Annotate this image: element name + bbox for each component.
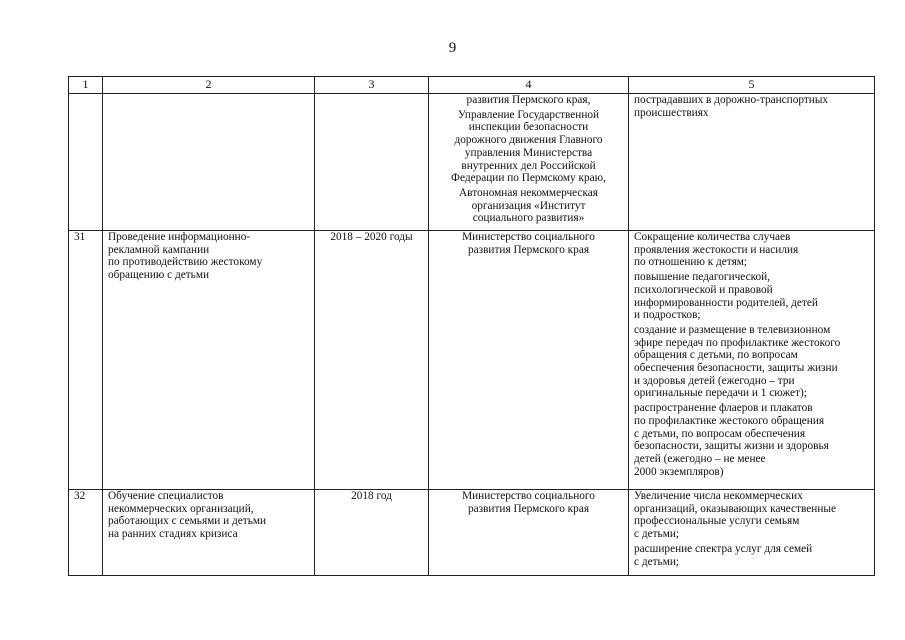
result-line: обеспечения безопасности, защиты жизни	[634, 362, 838, 375]
result-line: эфире передач по профилактике жестокого	[634, 336, 841, 349]
result-line: и здоровья детей (ежегодно – три	[634, 374, 795, 387]
result-line: обращения с детьми, по вопросам	[634, 349, 798, 362]
column-header-1: 1	[69, 77, 103, 94]
executor-line: социального развития»	[472, 212, 585, 225]
result-line: профессиональные услуги семьям	[634, 515, 800, 528]
measure-name-line: Проведение информационно-	[108, 231, 251, 243]
term	[315, 94, 429, 231]
expected-results	[629, 490, 875, 576]
result-line: организаций, оказывающих качественные	[634, 502, 836, 515]
executor-line: Федерации по Пермскому краю,	[451, 172, 606, 185]
measure-name-line: Обучение специалистов	[108, 490, 224, 502]
result-line: безопасности, защиты жизни и здоровья	[634, 440, 829, 453]
executor-line: Автономная некоммерческая	[459, 186, 598, 199]
result-line: 2000 экземпляров)	[634, 465, 724, 478]
column-header-4: 4	[429, 77, 629, 94]
executor-line: инспекции безопасности	[468, 121, 589, 134]
executors	[429, 490, 629, 576]
column-header-2: 2	[103, 77, 315, 94]
result-line: с детьми;	[634, 528, 680, 541]
column-header-3: 3	[315, 77, 429, 94]
result-line: расширение спектра услуг для семей	[634, 542, 813, 555]
result-line: повышение педагогической,	[634, 271, 771, 284]
result-line: распространение флаеров и плакатов	[634, 402, 813, 415]
result-item	[634, 402, 869, 478]
expected-results	[629, 94, 875, 231]
measure-name	[103, 231, 315, 490]
executor-line: внутренних дел Российской	[461, 159, 596, 172]
result-line: создание и размещение в телевизионном	[634, 323, 831, 336]
result-line: информированности родителей, детей	[634, 296, 818, 309]
measure-name	[103, 490, 315, 576]
result-item	[634, 271, 869, 322]
result-line: по профилактике жестокого обращения	[634, 414, 825, 427]
term: 2018 – 2020 годы	[315, 231, 429, 490]
executor-item	[434, 231, 623, 256]
result-line: и подростков;	[634, 309, 701, 322]
executor-line: развития Пермского края	[467, 243, 590, 256]
result-line: психологической и правовой	[634, 283, 773, 296]
result-line: по отношению к детям;	[634, 256, 748, 269]
executor-item	[434, 109, 623, 185]
result-line: происшествиях	[634, 106, 709, 119]
result-item	[634, 94, 869, 119]
executor-line: дорожного движения Главного	[454, 134, 603, 147]
measure-name-line: на ранних стадиях кризиса	[108, 528, 238, 541]
executor-line: Министерство социального	[462, 490, 595, 502]
table-row	[69, 231, 875, 490]
executor-line: организация «Институт	[471, 199, 586, 212]
result-item	[634, 543, 869, 568]
executors	[429, 231, 629, 490]
executor-line: Министерство социального	[462, 231, 595, 243]
term: 2018 год	[315, 490, 429, 576]
table-row	[69, 490, 875, 576]
result-line: детей (ежегодно – не менее	[634, 452, 766, 465]
measure-name-line: по противодействию жестокому	[108, 256, 263, 269]
table-body	[69, 94, 875, 576]
result-line: оригинальные передачи и 1 сюжет);	[634, 387, 807, 400]
executor-line: развития Пермского края,	[466, 94, 591, 106]
result-item	[634, 490, 869, 541]
result-item	[634, 231, 869, 269]
result-line: проявления жестокости и насилия	[634, 243, 799, 256]
result-line: Увеличение числа некоммерческих	[634, 490, 803, 502]
result-line: с детьми;	[634, 555, 680, 568]
row-number: 32	[69, 490, 103, 576]
table-header-row	[69, 77, 875, 94]
page-number: 9	[448, 40, 457, 56]
table-row	[69, 94, 875, 231]
executors	[429, 94, 629, 231]
executor-item	[434, 187, 623, 225]
result-line: Сокращение количества случаев	[634, 231, 791, 243]
executor-item	[434, 490, 623, 515]
expected-results	[629, 231, 875, 490]
result-line: пострадавших в дорожно-транспортных	[634, 94, 829, 106]
activities-table	[68, 76, 875, 576]
measure-name-line: работающих с семьями и детьми	[108, 515, 267, 528]
executor-item	[434, 94, 623, 107]
executor-line: развития Пермского края	[467, 502, 590, 515]
measure-name-line: обращению с детьми	[108, 269, 210, 282]
measure-name	[103, 94, 315, 231]
executor-line: Управление Государственной	[457, 108, 600, 121]
row-number: 31	[69, 231, 103, 490]
executor-line: управления Министерства	[464, 146, 593, 159]
row-number	[69, 94, 103, 231]
result-item	[634, 324, 869, 400]
measure-name-line: рекламной кампании	[108, 243, 210, 256]
column-header-5: 5	[629, 77, 875, 94]
measure-name-line: некоммерческих организаций,	[108, 502, 254, 515]
result-line: с детьми, по вопросам обеспечения	[634, 427, 806, 440]
